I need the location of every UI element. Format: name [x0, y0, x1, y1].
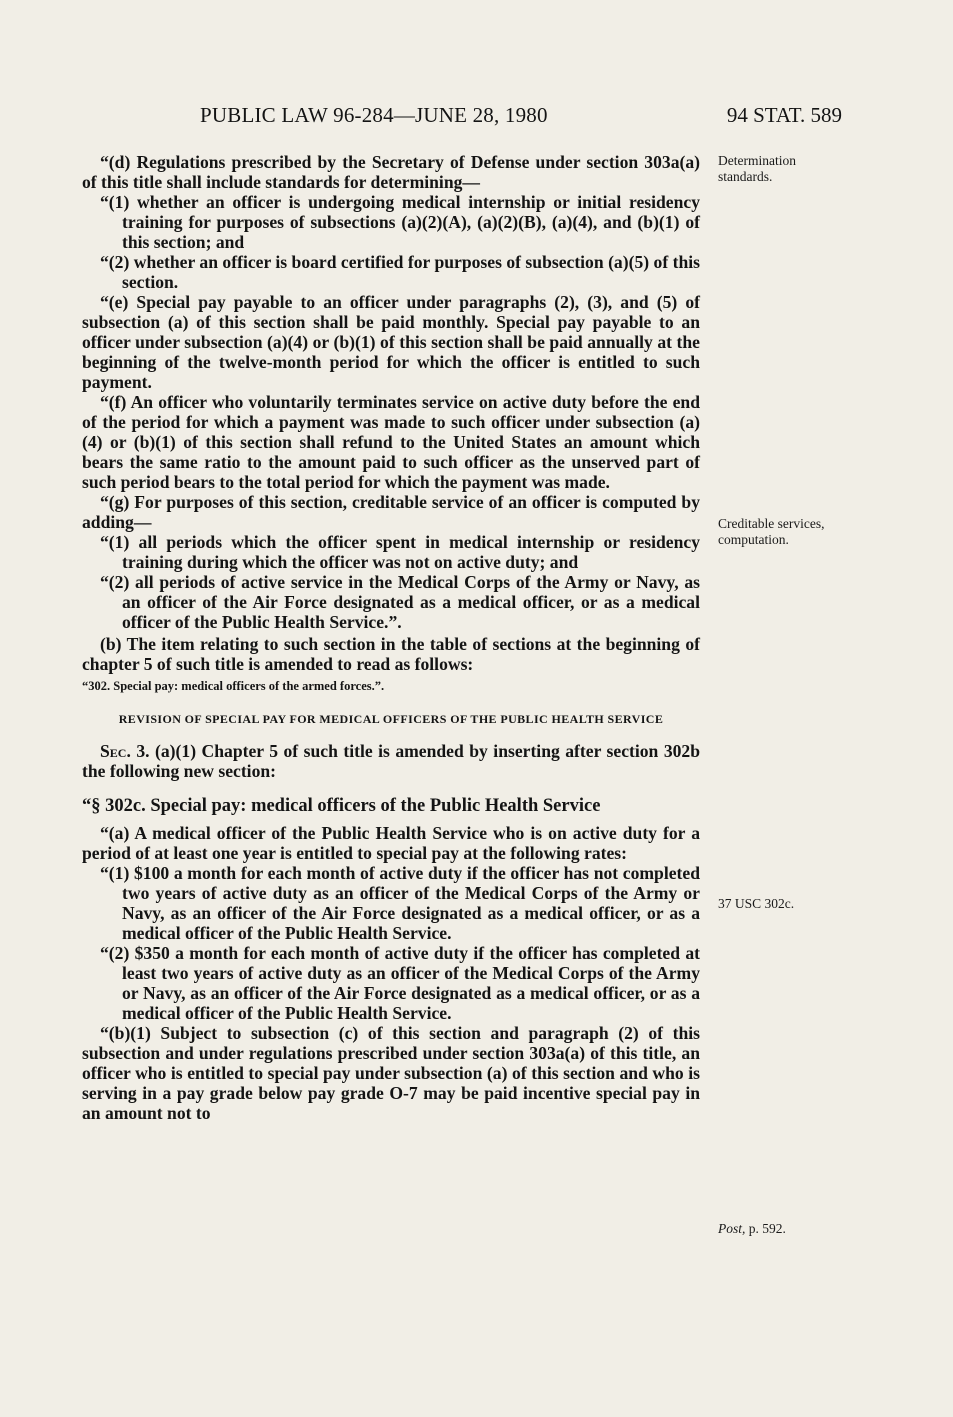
margin-note-post-page: p. 592.: [745, 1221, 786, 1236]
paragraph-302c-a-1: “(1) $100 a month for each month of active duty if the officer has not completed two years of active duty as an officer of the Medical Corps of the Army or Navy, as an officer of the Air Force designated as a medical officer, or as a medical officer of the Public Health Service.: [100, 863, 700, 943]
margin-note-creditable: Creditable services, computation.: [718, 516, 825, 547]
paragraph-b-amendment: (b) The item relating to such section in the table of sections at the beginning of chapter 5 of such title is amended to read as follows:: [82, 634, 700, 674]
page-title: PUBLIC LAW 96-284—JUNE 28, 1980: [200, 103, 548, 127]
paragraph-e: “(e) Special pay payable to an officer under paragraphs (2), (3), and (5) of subsection (a) of this section shall be paid monthly. Special pay payable to an officer under subsection (a)(4) or (b)(1) of this section shall be paid annually at the beginning of the twelve-month period for which the officer is entitled to such payment.: [82, 292, 700, 392]
paragraph-g: “(g) For purposes of this section, creditable service of an officer is computed by adding—: [82, 492, 700, 532]
paragraph-d: “(d) Regulations prescribed by the Secretary of Defense under section 303a(a) of this title shall include standards for determining—: [82, 152, 700, 192]
section-heading: REVISION OF SPECIAL PAY FOR MEDICAL OFFICERS OF THE PUBLIC HEALTH SERVICE: [118, 712, 664, 726]
paragraph-d-2: “(2) whether an officer is board certified for purposes of subsection (a)(5) of this section.: [100, 252, 700, 292]
section-302c-title: “§ 302c. Special pay: medical officers of the Public Health Service: [82, 796, 601, 816]
section-3-text: 3. (a)(1) Chapter 5 of such title is amended by inserting after section 302b the following new section:: [82, 741, 700, 781]
paragraph-d-1: “(1) whether an officer is undergoing medical internship or initial residency training for purposes of subsections (a)(2)(A), (a)(2)(B), (a)(4), and (b)(1) of this section; and: [100, 192, 700, 252]
margin-note-post: [718, 1221, 848, 1237]
paragraph-302c-b-1: “(b)(1) Subject to subsection (c) of this section and paragraph (2) of this subsection and under regulations prescribed under section 303a(a) of this title, an officer who is entitled to special pay under subsection (a) of this section and who is serving in a pay grade below pay grade O-7 may be paid incentive special pay in an amount not to: [82, 1023, 700, 1123]
paragraph-f: “(f) An officer who voluntarily terminates service on active duty before the end of the period for which a payment was made to such officer under subsection (a)(4) or (b)(1) of this section shall refund to the United States an amount which bears the same ratio to the amount paid to such officer as the unserved part of such period bears to the total period for which the payment was made.: [82, 392, 700, 492]
statute-page-number: 94 STAT. 589: [726, 103, 842, 127]
section-label: Sec.: [100, 741, 131, 761]
law-text: [82, 152, 700, 1123]
paragraph-302c-a: “(a) A medical officer of the Public Health Service who is on active duty for a period of at least one year is entitled to special pay at the following rates:: [82, 823, 700, 863]
section-3-intro: [82, 741, 700, 781]
margin-note-post-italic: Post,: [718, 1221, 746, 1236]
table-item-302: “302. Special pay: medical officers of the armed forces.”.: [82, 679, 385, 693]
margin-note-usc: 37 USC 302c.: [718, 896, 795, 911]
page-header: [82, 103, 842, 133]
margin-note-determination: Determination standards.: [718, 153, 796, 184]
paragraph-g-2: “(2) all periods of active service in the Medical Corps of the Army or Navy, as an officer of the Air Force designated as a medical officer, or as a medical officer of the Public Health Service.”.: [100, 572, 700, 632]
paragraph-302c-a-2: “(2) $350 a month for each month of active duty if the officer has completed at least two years of active duty as an officer of the Medical Corps of the Army or Navy, as an officer of the Air Force designated as a medical officer, or as a medical officer of the Public Health Service.: [100, 943, 700, 1023]
paragraph-g-1: “(1) all periods which the officer spent in medical internship or residency training during which the officer was not on active duty; and: [100, 532, 700, 572]
